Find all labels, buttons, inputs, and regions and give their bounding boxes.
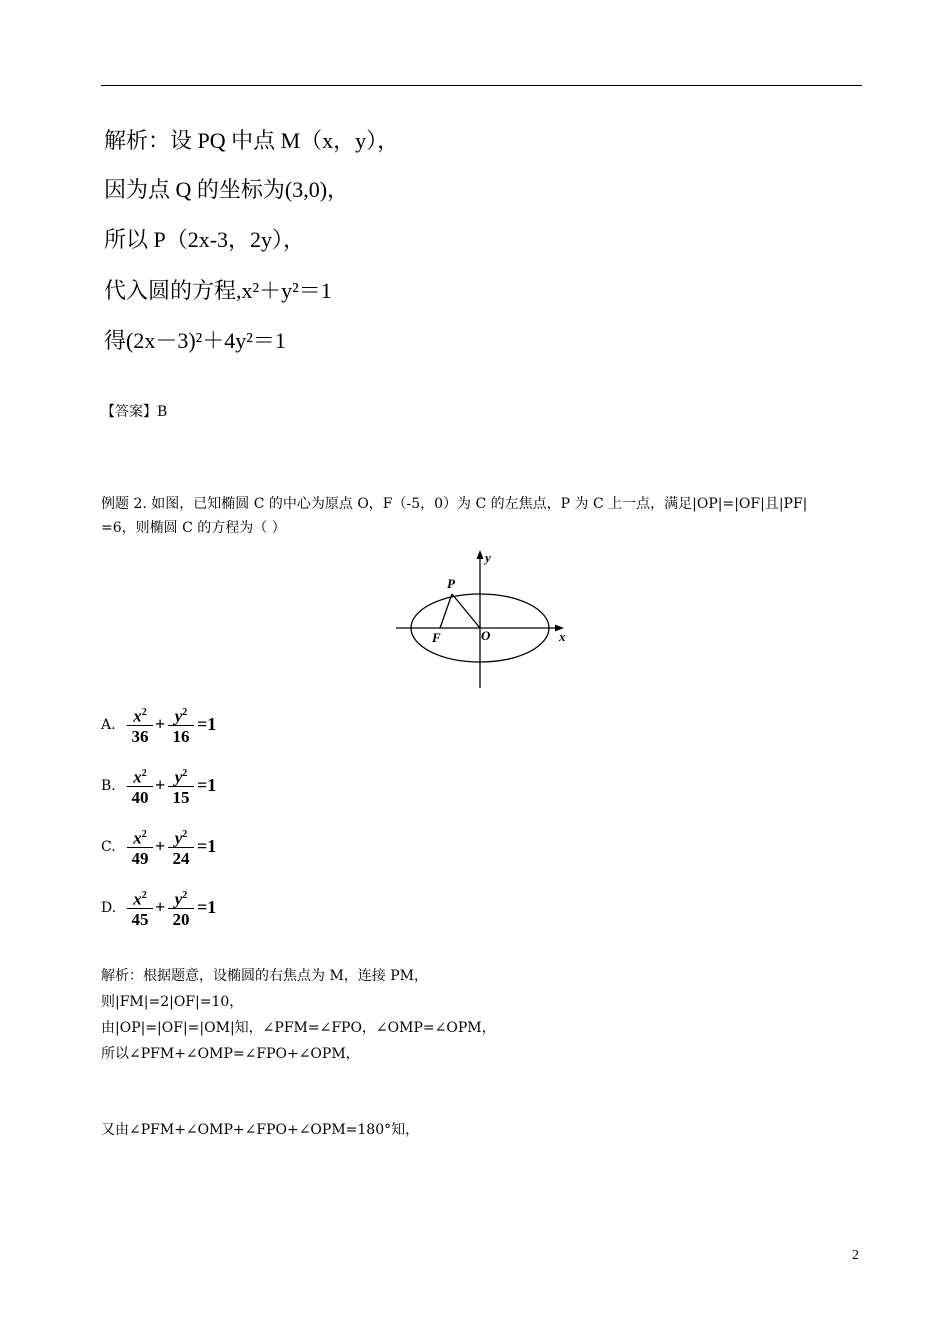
- numerator-y: $y^2$: [174, 706, 188, 726]
- numerator-x: $x^2$: [133, 889, 147, 909]
- denominator-1: 36: [131, 727, 149, 746]
- p-label: P: [447, 576, 455, 591]
- example2-line1: 例题 2. 如图，已知椭圆 C 的中心为原点 O，F（-5，0）为 C 的左焦点，P 为 C 上一点，满足|OP|=|OF|且|PF|: [101, 496, 808, 512]
- option-label: C.: [101, 839, 116, 855]
- page-number: 2: [852, 1248, 859, 1263]
- numerator-x: $x^2$: [133, 706, 147, 726]
- numerator-y: $y^2$: [174, 889, 188, 909]
- header-rule: [101, 85, 862, 86]
- equals-one: =1: [197, 897, 217, 917]
- plus-sign: +: [155, 897, 166, 917]
- y-axis-arrow: [477, 550, 484, 559]
- plus-sign: +: [155, 775, 166, 795]
- ellipse-figure: [392, 545, 572, 691]
- solution1-line3: 所以 P（2x-3，2y），: [104, 227, 306, 252]
- example2-line2: =6，则椭圆 C 的方程为（ ）: [101, 520, 286, 536]
- solution1-line2: 因为点 Q 的坐标为(3,0)，: [104, 177, 350, 202]
- denominator-1: 45: [131, 910, 149, 929]
- answer-line: 【答案】B: [101, 404, 168, 420]
- solution2-line2: 则|FM|=2|OF|=10，: [101, 994, 244, 1010]
- plus-sign: +: [155, 836, 166, 856]
- denominator-2: 20: [172, 910, 190, 929]
- denominator-2: 24: [172, 849, 190, 868]
- solution1-line4: 代入圆的方程,x²＋y²＝1: [104, 278, 332, 303]
- plus-sign: +: [155, 714, 166, 734]
- o-label: O: [481, 628, 491, 643]
- denominator-2: 16: [172, 727, 190, 746]
- solution2-line3: 由|OP|=|OF|=|OM|知，∠PFM=∠FPO，∠OMP=∠OPM，: [101, 1020, 496, 1036]
- solution1-line5: 得(2x－3)²＋4y²＝1: [104, 328, 286, 353]
- numerator-y: $y^2$: [174, 767, 188, 787]
- denominator-1: 40: [131, 788, 149, 807]
- numerator-y: $y^2$: [174, 828, 188, 848]
- denominator-2: 15: [172, 788, 190, 807]
- option-label: B.: [101, 778, 116, 794]
- solution1-line1: 解析：设 PQ 中点 M（x，y），: [104, 128, 400, 153]
- solution2-line5: 又由∠PFM+∠OMP+∠FPO+∠OPM=180°知，: [101, 1122, 420, 1138]
- numerator-x: $x^2$: [133, 767, 147, 787]
- x-label: x: [559, 629, 566, 644]
- numerator-x: $x^2$: [133, 828, 147, 848]
- f-label: F: [432, 630, 441, 645]
- solution2-line4: 所以∠PFM+∠OMP=∠FPO+∠OPM，: [101, 1046, 360, 1062]
- segment-po: [452, 594, 480, 628]
- equals-one: =1: [197, 836, 217, 856]
- y-label: y: [485, 550, 491, 565]
- option-label: D.: [101, 900, 117, 916]
- solution2-line1: 解析：根据题意，设椭圆的右焦点为 M，连接 PM，: [101, 968, 428, 984]
- denominator-1: 49: [131, 849, 149, 868]
- option-label: A.: [101, 717, 116, 733]
- equals-one: =1: [197, 775, 217, 795]
- equals-one: =1: [197, 714, 217, 734]
